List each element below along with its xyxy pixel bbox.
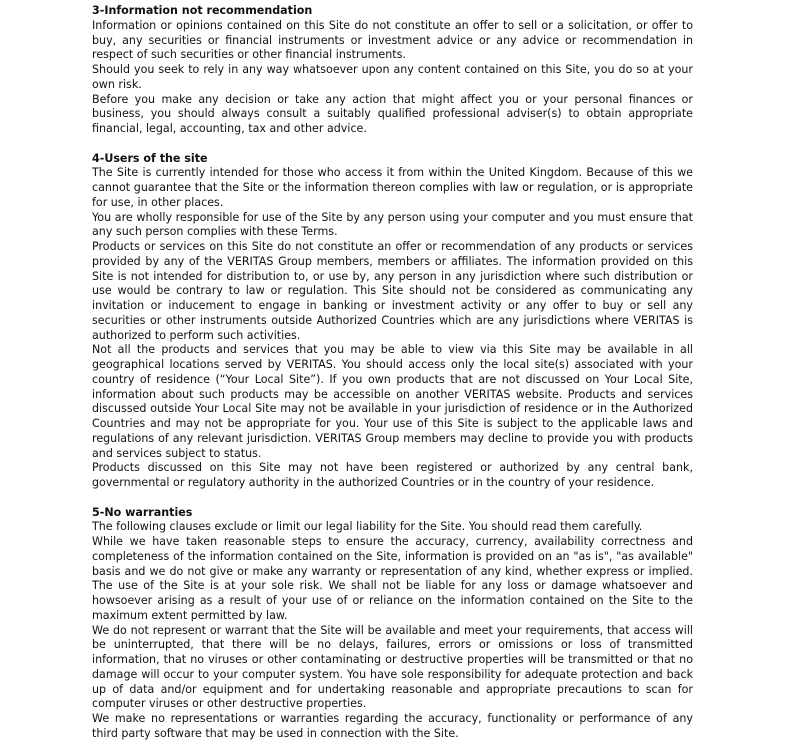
section-users-of-the-site bbox=[92, 152, 693, 491]
section-paragraph: Information or opinions contained on this Site do not constitute an offer to sell or a solicitation, or offer to buy, any securities or financial instruments or investment advice or any advice or recommendation in respect of such securities or other financial instruments. bbox=[92, 18, 693, 62]
section-heading: 3-Information not recommendation bbox=[92, 4, 313, 17]
section-information-not-recommendation bbox=[92, 4, 693, 137]
section-paragraph: The Site is currently intended for those who access it from within the United Kingdom. Because of this we cannot guarantee that the Site or the information thereon complies with law or regulation, or is appropriate for use, in other places. bbox=[92, 166, 693, 209]
section-paragraph: Should you seek to rely in any way whatsoever upon any content contained on this Site, you do so at your own risk. bbox=[92, 63, 693, 91]
section-heading: 4-Users of the site bbox=[92, 151, 208, 165]
section-heading: 5-No warranties bbox=[92, 505, 193, 519]
section-paragraph: We make no representations or warranties regarding the accuracy, functionality or performance of any third party software that may be used in connection with the Site. bbox=[92, 712, 693, 740]
section-no-warranties bbox=[92, 506, 693, 742]
terms-document bbox=[92, 4, 693, 742]
section-paragraph: Products discussed on this Site may not have been registered or authorized by any central bank, governmental or regulatory authority in the authorized Countries or in the country of your residence. bbox=[92, 461, 693, 489]
section-paragraph: Before you make any decision or take any action that might affect you or your personal finances or business, you should always consult a suitably qualified professional adviser(s) to obtain appropriate financial, legal, accounting, tax and other advice. bbox=[92, 92, 693, 135]
section-paragraph: Not all the products and services that you may be able to view via this Site may be available in all geographical locations served by VERITAS. You should access only the local site(s) associated with your country of residence (“Your Local Site”). If you own products that are not discussed on Your Local Site, information about such products may be accessible on another VERITAS website. Products and services discussed outside Your Local Site may not be available in your jurisdiction of residence or in the Authorized Countries and may not be appropriate for you. Your use of this Site is subject to the applicable laws and regulations of any relevant jurisdiction. VERITAS Group members may decline to provide you with products and services subject to status. bbox=[92, 343, 693, 460]
section-paragraph: Products or services on this Site do not constitute an offer or recommendation of any products or services provided by any of the VERITAS Group members, members or affiliates. The information provided on this Site is not intended for distribution to, or use by, any person in any jurisdiction where such distribution or use would be contrary to law or regulation. This Site should not be considered as communicating any invitation or inducement to engage in banking or investment activity or any offer to buy or sell any securities or other instruments outside Authorized Countries which are any jurisdictions where VERITAS is authorized to perform such activities. bbox=[92, 240, 693, 342]
section-paragraph: We do not represent or warrant that the Site will be available and meet your requirements, that access will be uninterrupted, that there will be no delays, failures, errors or omissions or loss of transmitted information, that no viruses or other contaminating or destructive properties will be transmitted or that no damage will occur to your computer system. You have sole responsibility for adequate protection and back up of data and/or equipment and for undertaking reasonable and appropriate precautions to scan for computer viruses or other destructive properties. bbox=[92, 623, 693, 711]
section-paragraph: The following clauses exclude or limit our legal liability for the Site. You should read them carefully. bbox=[92, 520, 643, 534]
section-paragraph: While we have taken reasonable steps to ensure the accuracy, currency, availability correctness and completeness of the information contained on the Site, information is provided on an "as is", "as available" basis and we do not give or make any warranty or representation of any kind, whether express or implied. The use of the Site is at your sole risk. We shall not be liable for any loss or damage whatsoever and howsoever arising as a result of your use of or reliance on the information contained on the Site to the maximum extent permitted by law. bbox=[92, 535, 693, 622]
section-paragraph: You are wholly responsible for use of the Site by any person using your computer and you must ensure that any such person complies with these Terms. bbox=[92, 210, 693, 239]
